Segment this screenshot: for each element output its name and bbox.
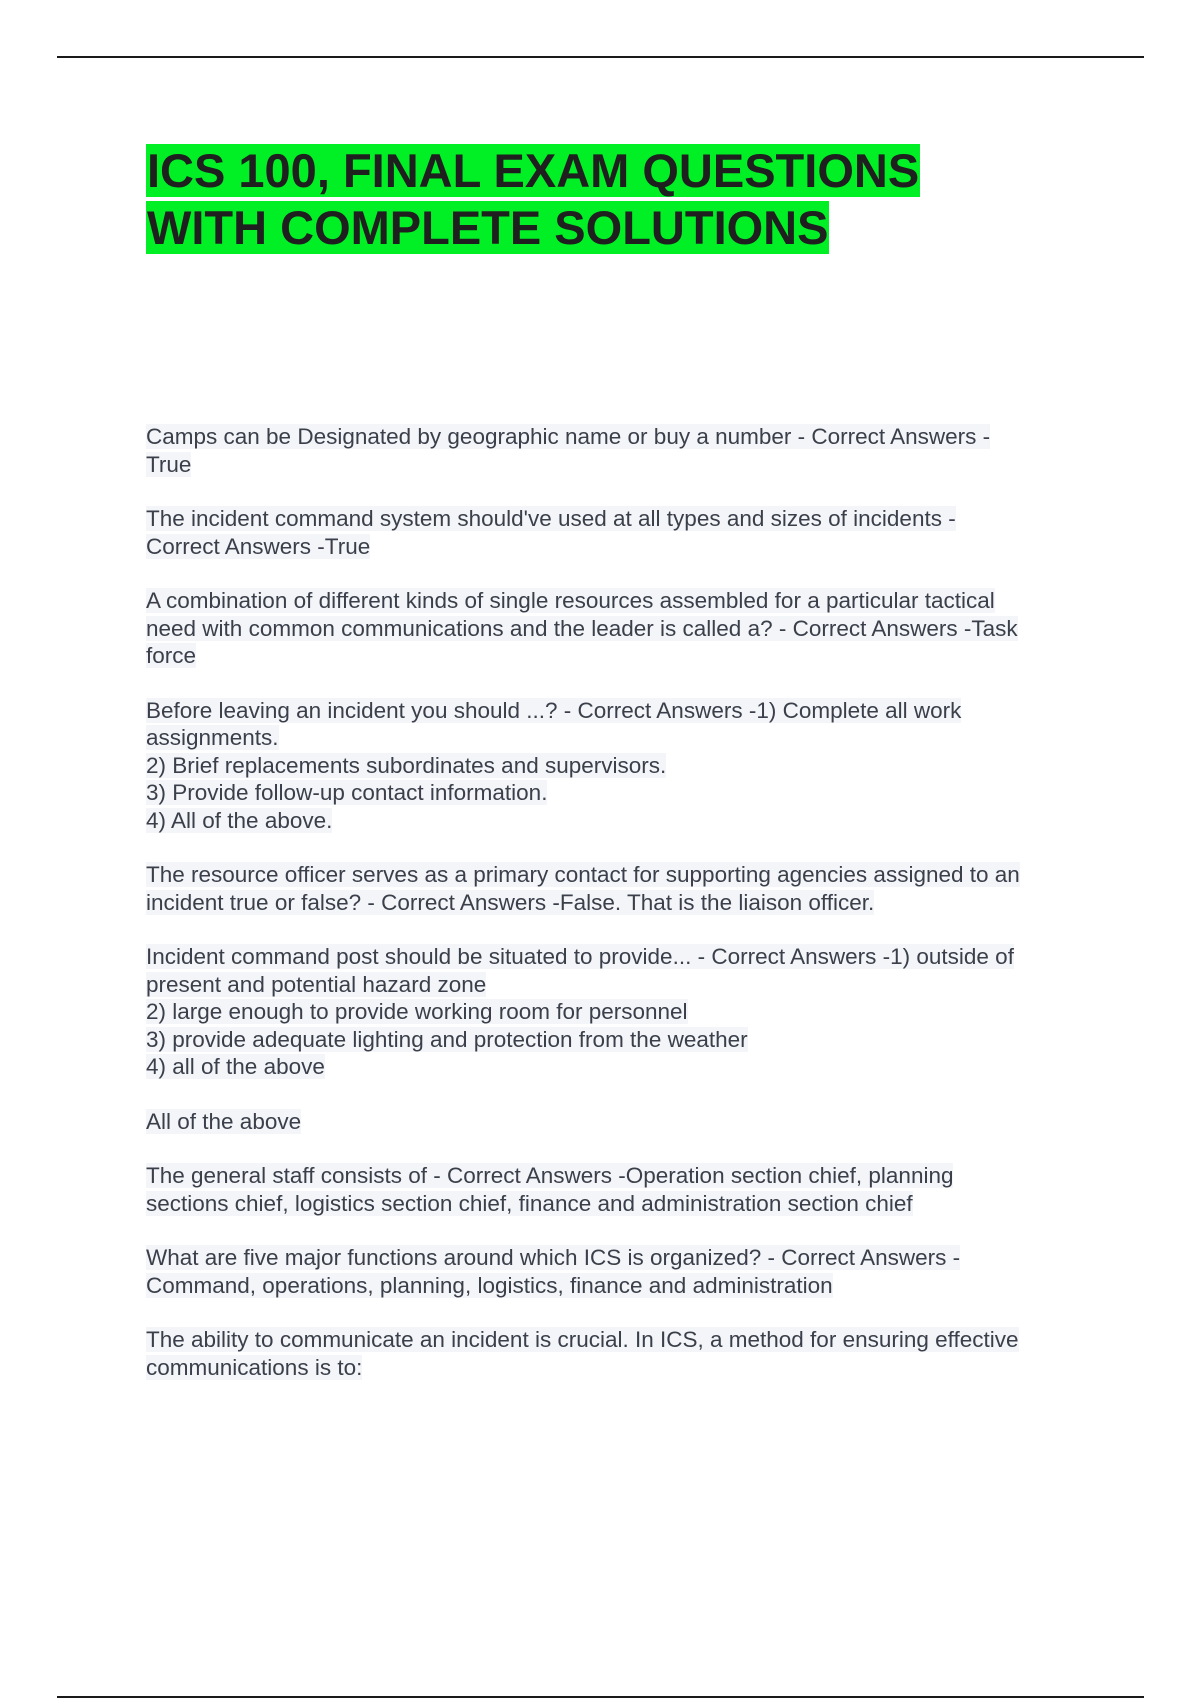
qa-line: 3) Provide follow-up contact information. [146, 780, 548, 805]
qa-entry [146, 1162, 1096, 1217]
qa-entry [146, 423, 1096, 478]
qa-line: communications is to: [146, 1354, 363, 1380]
qa-line: Incident command post should be situated to provide... - Correct Answers -1) outside of [146, 944, 1014, 969]
qa-line: need with common communications and the leader is called a? - Correct Answers -Task [146, 615, 1018, 641]
qa-line: 4) All of the above. [146, 807, 333, 833]
qa-entry [146, 1108, 1096, 1136]
qa-line: True [146, 451, 192, 477]
qa-line: 3) provide adequate lighting and protection from the weather [146, 1026, 748, 1052]
qa-line: incident true or false? - Correct Answers -False. That is the liaison officer. [146, 889, 875, 915]
qa-entry [146, 697, 1096, 835]
qa-line: The ability to communicate an incident is crucial. In ICS, a method for ensuring effective [146, 1327, 1019, 1352]
qa-entry [146, 587, 1096, 670]
qa-line: Before leaving an incident you should ...? - Correct Answers -1) Complete all work [146, 697, 962, 723]
qa-entry [146, 1244, 1096, 1299]
qa-line: present and potential hazard zone [146, 971, 487, 997]
title-line: WITH COMPLETE SOLUTIONS [147, 201, 829, 254]
qa-line: Camps can be Designated by geographic name or buy a number - Correct Answers - [146, 424, 991, 449]
qa-entry [146, 861, 1096, 916]
qa-line: assignments. [146, 725, 279, 750]
qa-line: Correct Answers -True [146, 533, 371, 559]
qa-line: sections chief, logistics section chief, finance and administration section chief [146, 1190, 913, 1216]
qa-line: The general staff consists of - Correct Answers -Operation section chief, planning [146, 1163, 954, 1188]
title-line: ICS 100, FINAL EXAM QUESTIONS [147, 144, 920, 197]
footer-rule [57, 1696, 1144, 1698]
qa-entry [146, 1326, 1096, 1381]
qa-line: What are five major functions around which ICS is organized? - Correct Answers - [146, 1245, 961, 1270]
qa-entry [146, 505, 1096, 560]
document-title [146, 142, 1046, 256]
qa-line: 4) all of the above [146, 1054, 325, 1079]
qa-line: A combination of different kinds of single resources assembled for a particular tactical [146, 588, 995, 613]
qa-entry [146, 943, 1096, 1081]
qa-line: Command, operations, planning, logistics, finance and administration [146, 1272, 833, 1298]
qa-line: 2) Brief replacements subordinates and supervisors. [146, 752, 667, 778]
qa-line: The resource officer serves as a primary contact for supporting agencies assigned to an [146, 862, 1020, 887]
qa-line: force [146, 643, 197, 668]
header-rule [57, 56, 1144, 58]
qa-list [146, 423, 1096, 1408]
qa-line: All of the above [146, 1108, 302, 1134]
qa-line: The incident command system should've used at all types and sizes of incidents - [146, 506, 956, 531]
qa-line: 2) large enough to provide working room for personnel [146, 999, 688, 1024]
